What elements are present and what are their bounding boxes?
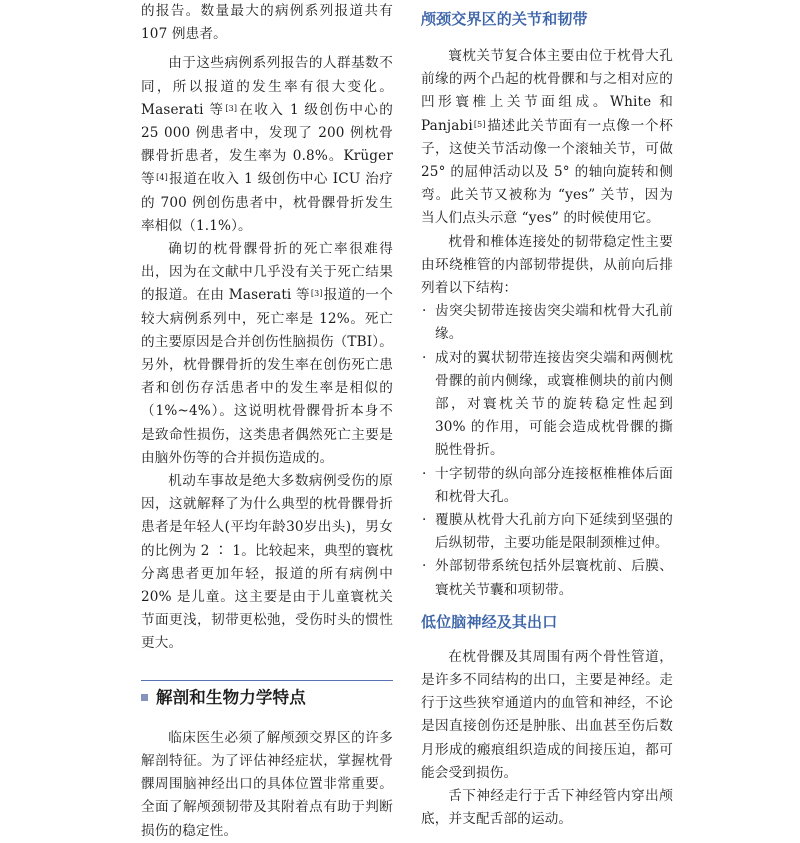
subheading-joints-ligaments: 颅颈交界区的关节和韧带 xyxy=(421,10,588,28)
list-item: · 成对的翼状韧带连接齿突尖端和两侧枕骨髁的前内侧缘，或寰椎侧块的前内侧部，对寰枕关节的旋转稳定性起到 30% 的作用，可能会造成枕骨髁的撕脱性骨折。 xyxy=(421,347,673,463)
square-bullet-icon xyxy=(141,694,148,701)
bullet-dot-icon: · xyxy=(422,303,427,320)
paragraph-etiology: 机动车事故是绝大多数病例受伤的原因，这就解释了为什么典型的枕骨髁骨折患者是年轻人(平均年龄30岁出头)，男女的比例为 2 ∶ 1。比较起来，典型的寰枕分离患者更加年轻，报道的所有病例中 20% 是儿童。这主要是由于儿童寰枕关节面更浅，韧带更松弛，受伤时头的惯性更大。 xyxy=(141,473,393,652)
citation-ref: [3] xyxy=(310,289,323,299)
bullet-dot-icon: · xyxy=(422,558,427,575)
paragraph-mortality: 确切的枕骨髁骨折的死亡率很难得出，因为在文献中几乎没有关于死亡结果的报道。在由 Maserati 等[3]报道的一个较大病例系列中，死亡率是 12%。死亡的主要原因是合并创伤性脑损伤（TBI）。另外，枕骨髁骨折的发生率在创伤死亡患者和创伤存活患者中的发生率是相似的（1%~4%）。这说明枕骨髁骨折本身不是致命性损伤，这类患者偶然死亡主要是由脑外伤等的合并损伤造成的。 xyxy=(141,241,394,466)
bullet-dot-icon: · xyxy=(422,465,427,482)
right-column xyxy=(421,0,673,832)
paragraph-continuation: 的报告。数量最大的病例系列报道共有107 例患者。 xyxy=(141,3,393,43)
list-item: · 覆膜从枕骨大孔前方向下延续到坚强的后纵韧带，主要功能是限制颈椎过伸。 xyxy=(421,509,673,555)
ligament-list xyxy=(421,300,673,602)
bullet-dot-icon: · xyxy=(422,512,427,529)
citation-ref: [5] xyxy=(473,119,486,129)
left-column xyxy=(141,0,393,843)
paragraph-hypoglossal: 舌下神经走行于舌下神经管内穿出颅底，并支配舌部的运动。 xyxy=(421,788,673,828)
list-item: · 齿突尖韧带连接齿突尖端和枕骨大孔前缘。 xyxy=(421,300,673,346)
paragraph-bony-canals: 在枕骨髁及其周围有两个骨性管道，是许多不同结构的出口，主要是神经。走行于这些狭窄通道内的血管和神经，不论是因直接创伤还是肿胀、出血甚至伤后数月形成的瘢痕组织造成的间接压迫，都可能会受到损伤。 xyxy=(421,648,673,781)
list-item: · 十字韧带的纵向部分连接枢椎椎体后面和枕骨大孔。 xyxy=(421,463,673,509)
citation-ref: [4] xyxy=(156,173,168,183)
subheading-cranial-nerves: 低位脑神经及其出口 xyxy=(421,612,558,631)
bullet-dot-icon: · xyxy=(422,349,427,366)
list-item: · 外部韧带系统包括外层寰枕前、后膜、寰枕关节囊和项韧带。 xyxy=(421,555,673,601)
citation-ref: [3] xyxy=(225,103,238,113)
section-heading: 解剖和生物力学特点 xyxy=(141,680,393,711)
paragraph-joint-complex: 寰枕关节复合体主要由位于枕骨大孔前缘的两个凸起的枕骨髁和与之相对应的凹形寰椎上关节面组成。White 和 Panjabi[5]描述此关节面有一点像一个杯子，这使关节活动像一个滚轴关节，可做 25° 的屈伸活动以及 5° 的轴向旋转和侧弯。此关节又被称为 “yes” 关节，因为当人们点头示意 “yes” 的时候使用它。 xyxy=(421,48,673,227)
paragraph-ligament-stability: 枕骨和椎体连接处的韧带稳定性主要由环绕椎管的内部韧带提供，从前向后排列着以下结构： xyxy=(421,233,673,297)
paragraph-anatomy-intro: 临床医生必须了解颅颈交界区的许多解剖特征。为了评估神经症状，掌握枕骨髁周围脑神经出口的具体位置非常重要。全面了解颅颈韧带及其附着点有助于判断损伤的稳定性。 xyxy=(141,729,393,839)
paragraph-incidence: 由于这些病例系列报告的人群基数不同，所以报道的发生率有很大变化。Maserati 等[3]在收入 1 级创伤中心的 25 000 例患者中，发现了 200 例枕骨髁骨折患者，发生率为 0.8%。Krüger 等[4]报道在收入 1 级创伤中心 ICU 治疗的 700 例创伤患者中，枕骨髁骨折发生率相似（1.1%）。 xyxy=(141,55,394,234)
